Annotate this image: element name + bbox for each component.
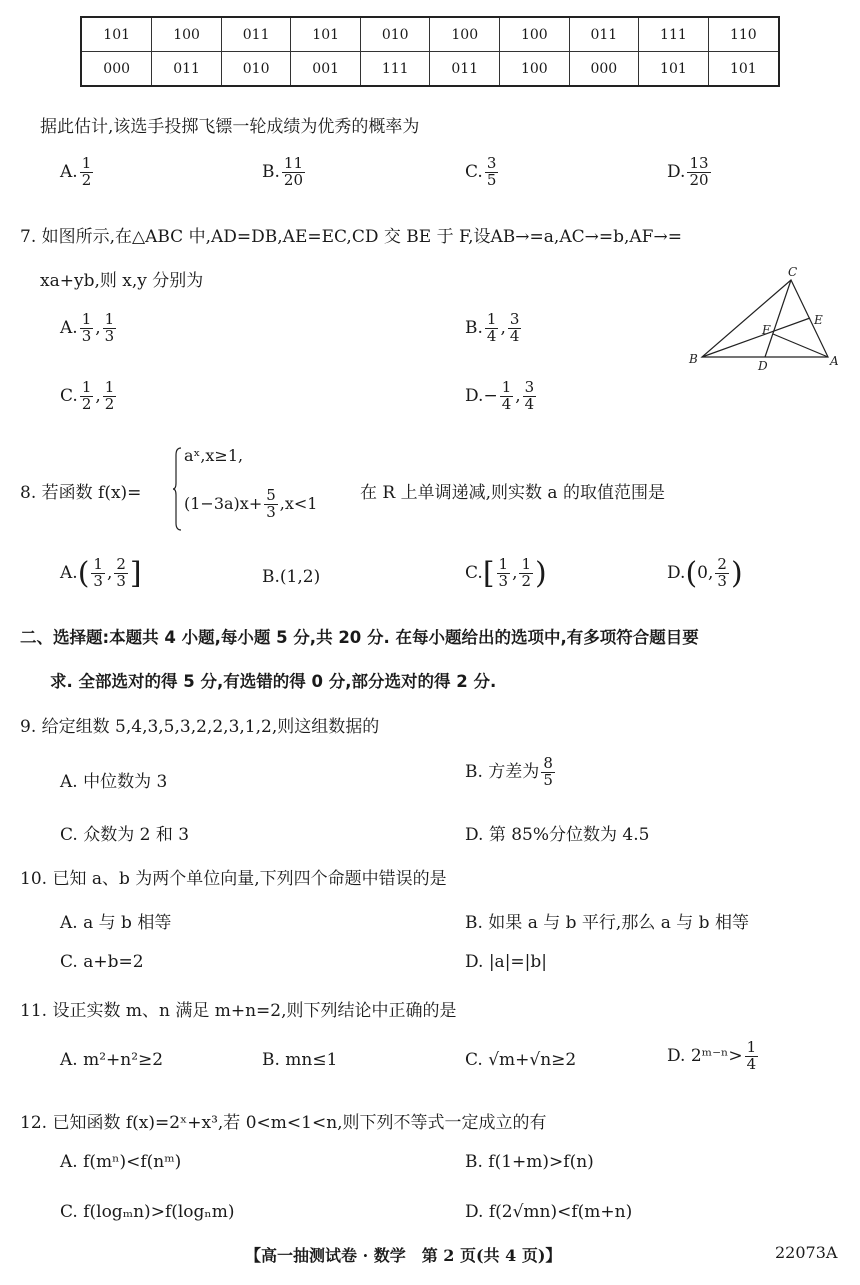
denominator: 4: [524, 394, 535, 413]
numerator: 2: [116, 555, 126, 574]
numerator: 1: [81, 310, 92, 328]
table-cell: 101: [708, 52, 779, 87]
label-c: C: [788, 265, 798, 279]
q8-case1: aˣ,x≥1,: [184, 446, 244, 465]
fraction: [715, 557, 729, 590]
fraction: [264, 488, 278, 521]
numerator: 2: [717, 555, 727, 574]
q6-option-a: [60, 156, 95, 189]
label-a: A: [830, 354, 839, 368]
option-label: D.: [465, 385, 484, 406]
label-f: F: [762, 323, 771, 337]
q11-option-c: C. √m+√n≥2: [465, 1050, 577, 1070]
fraction: [103, 312, 117, 345]
option-text: B. 方差为: [465, 761, 540, 782]
fraction: [523, 380, 537, 413]
denominator: 2: [81, 394, 92, 413]
fraction: [485, 156, 499, 189]
denominator: 4: [486, 326, 497, 345]
q11-option-d: [667, 1040, 760, 1073]
page-footer: 【高一抽测试卷 · 数学 第 2 页(共 4 页)】: [245, 1246, 562, 1265]
numerator: 1: [486, 310, 497, 328]
numerator: 1: [746, 1038, 757, 1056]
q11-option-a: A. m²+n²≥2: [60, 1050, 164, 1070]
option-text: D. 2ᵐ⁻ⁿ>: [667, 1045, 743, 1066]
numerator: 11: [283, 154, 303, 172]
table-cell: 011: [569, 17, 639, 52]
option-label: C.: [60, 385, 78, 406]
denominator: 2: [521, 572, 532, 590]
q8-case2: [184, 488, 317, 521]
fraction: [80, 312, 94, 345]
q11-stem: 11. 设正实数 m、n 满足 m+n=2,则下列结论中正确的是: [20, 1001, 457, 1021]
fraction: [80, 156, 94, 189]
numerator: 1: [104, 378, 115, 396]
q10-option-d: D. |a|=|b|: [465, 952, 548, 972]
q9-option-d: D. 第 85%分位数为 4.5: [465, 825, 650, 845]
option-label: C.: [465, 161, 483, 182]
denominator: 4: [746, 1054, 757, 1073]
numerator: 5: [266, 486, 276, 504]
option-label: D.: [667, 161, 686, 182]
section2-heading-line2: 求. 全部选对的得 5 分,有选错的得 0 分,部分选对的得 2 分.: [50, 672, 497, 691]
q6-option-b: [262, 156, 307, 189]
table-cell: 101: [639, 52, 709, 87]
denominator: 3: [717, 572, 727, 590]
numerator: 1: [81, 154, 92, 172]
table-cell: 000: [569, 52, 639, 87]
fraction: [114, 557, 128, 590]
minus-sign: −: [483, 385, 498, 406]
q10-option-c: C. a+b=2: [60, 952, 144, 972]
table-cell: 111: [360, 52, 430, 87]
option-text: 0,: [697, 563, 714, 583]
denominator: 2: [81, 170, 92, 189]
q10-option-b: B. 如果 a 与 b 平行,那么 a 与 b 相等: [465, 913, 749, 933]
q6-option-d: [667, 156, 713, 189]
option-label: C.: [465, 563, 483, 583]
fraction: [485, 312, 499, 345]
denominator: 3: [81, 326, 92, 345]
label-b: B: [689, 352, 698, 366]
denominator: 5: [486, 170, 497, 189]
table-cell: 011: [152, 52, 222, 87]
q10-option-a: A. a 与 b 相等: [60, 913, 172, 933]
q7-option-c: C. $\frac{1}{2}$ , $\frac{1}{2}$: [60, 378, 115, 413]
q7-option-a: A. $\frac{1}{3}$ , $\frac{1}{3}$: [60, 310, 115, 345]
table-cell: 100: [430, 17, 500, 52]
numerator: 13: [689, 154, 709, 172]
denominator: 3: [498, 572, 509, 590]
fraction: [103, 380, 117, 413]
table-cell: 011: [430, 52, 500, 87]
q8-option-d: [667, 556, 743, 591]
q9-option-b: [465, 756, 557, 789]
fraction: [745, 1040, 759, 1073]
numerator: 8: [543, 754, 553, 772]
denominator: 5: [543, 770, 553, 789]
bracket: ): [535, 556, 547, 591]
q12-stem: 12. 已知函数 f(x)=2ˣ+x³,若 0<m<1<n,则下列不等式一定成立的有: [20, 1113, 547, 1133]
denominator: 3: [116, 572, 126, 590]
table-cell: 100: [500, 17, 570, 52]
numerator: 1: [501, 378, 512, 396]
numerator: 1: [104, 310, 115, 328]
table-cell: 100: [500, 52, 570, 87]
option-label: A.: [60, 317, 78, 338]
q9-option-a: A. 中位数为 3: [60, 772, 168, 792]
fraction: [687, 156, 710, 189]
table-cell: 010: [221, 52, 291, 87]
denominator: 2: [104, 394, 115, 413]
denominator: 4: [501, 394, 512, 413]
option-label: B.: [262, 161, 280, 182]
q9-option-c: C. 众数为 2 和 3: [60, 825, 190, 845]
option-label: B.: [465, 317, 483, 338]
table-cell: 101: [81, 17, 152, 52]
score-table: [80, 16, 780, 87]
q12-option-a: A. f(mⁿ)<f(nᵐ): [60, 1152, 182, 1172]
q8-prefix: 8. 若函数 f(x)=: [20, 483, 142, 503]
option-label: A.: [60, 563, 78, 583]
denominator: 3: [266, 502, 276, 521]
fraction: [497, 557, 511, 590]
q7-stem-line2: xa+yb,则 x,y 分别为: [40, 271, 204, 291]
q11-option-b: B. mn≤1: [262, 1050, 338, 1070]
q12-option-b: B. f(1+m)>f(n): [465, 1152, 594, 1172]
segment-af: [773, 334, 828, 357]
denominator: 4: [509, 326, 520, 345]
q7-option-b: B. $\frac{1}{4}$ , $\frac{3}{4}$: [465, 310, 520, 345]
table-cell: 101: [291, 17, 361, 52]
segment-be: [702, 318, 810, 357]
bracket: (: [685, 556, 698, 591]
triangle-figure: [680, 262, 840, 374]
label-e: E: [814, 313, 823, 327]
q6-stem: 据此估计,该选手投掷飞镖一轮成绩为优秀的概率为: [40, 117, 420, 137]
option-label: D.: [667, 563, 686, 583]
fraction: [282, 156, 305, 189]
table-cell: 001: [291, 52, 361, 87]
fraction: [541, 756, 555, 789]
q8-option-a: A.( $\frac{1}{3}$ , $\frac{2}{3}$ ]: [60, 555, 142, 591]
q6-option-c: [465, 156, 500, 189]
fraction: [519, 557, 533, 590]
table-row: [81, 17, 779, 52]
option-text: (1,2): [279, 567, 321, 587]
table-cell: 100: [152, 17, 222, 52]
q12-option-c: C. f(logₘn)>f(logₙm): [60, 1202, 235, 1222]
left-brace: [172, 447, 182, 531]
numerator: 3: [509, 310, 520, 328]
table-cell: 010: [360, 17, 430, 52]
numerator: 3: [524, 378, 535, 396]
fraction: [500, 380, 514, 413]
bracket: ]: [129, 556, 142, 591]
option-label: A.: [60, 161, 78, 182]
table-row: [81, 52, 779, 87]
exam-code: 22073A: [775, 1243, 838, 1262]
q7-option-d: D.− $\frac{1}{4}$ , $\frac{3}{4}$: [465, 378, 535, 413]
option-label: B.: [262, 567, 280, 587]
numerator: 1: [81, 378, 92, 396]
section2-heading-line1: 二、选择题:本题共 4 小题,每小题 5 分,共 20 分. 在每小题给出的选项中,有多项符合题目要: [20, 628, 699, 647]
q8-option-c: C.[ $\frac{1}{3}$ , $\frac{1}{2}$ ): [465, 555, 547, 591]
numerator: 1: [521, 555, 532, 574]
numerator: 3: [486, 154, 497, 172]
q8-option-b: [262, 567, 320, 587]
denominator: 20: [689, 170, 709, 189]
denominator: 3: [93, 572, 103, 590]
denominator: 20: [283, 170, 303, 189]
label-d: D: [758, 359, 768, 373]
bracket: ): [730, 556, 743, 591]
q12-option-d: D. f(2√mn)<f(m+n): [465, 1202, 633, 1222]
numerator: 1: [498, 555, 509, 574]
q10-stem: 10. 已知 a、b 为两个单位向量,下列四个命题中错误的是: [20, 869, 447, 889]
case2-text: (1−3a)x+: [184, 493, 263, 513]
fraction: [508, 312, 522, 345]
bracket: (: [77, 556, 90, 591]
bracket: [: [482, 556, 495, 591]
table-cell: 000: [81, 52, 152, 87]
fraction: [80, 380, 94, 413]
denominator: 3: [104, 326, 115, 345]
q8-suffix: 在 R 上单调递减,则实数 a 的取值范围是: [360, 483, 665, 503]
table-cell: 111: [639, 17, 709, 52]
table-cell: 110: [708, 17, 779, 52]
fraction: [91, 557, 105, 590]
case2-condition: ,x<1: [279, 493, 318, 513]
q9-stem: 9. 给定组数 5,4,3,5,3,2,2,3,1,2,则这组数据的: [20, 717, 380, 737]
q7-stem-line1: 7. 如图所示,在△ABC 中,AD=DB,AE=EC,CD 交 BE 于 F,设AB→=a,AC→=b,AF→=: [20, 227, 682, 247]
numerator: 1: [93, 555, 103, 574]
table-cell: 011: [221, 17, 291, 52]
